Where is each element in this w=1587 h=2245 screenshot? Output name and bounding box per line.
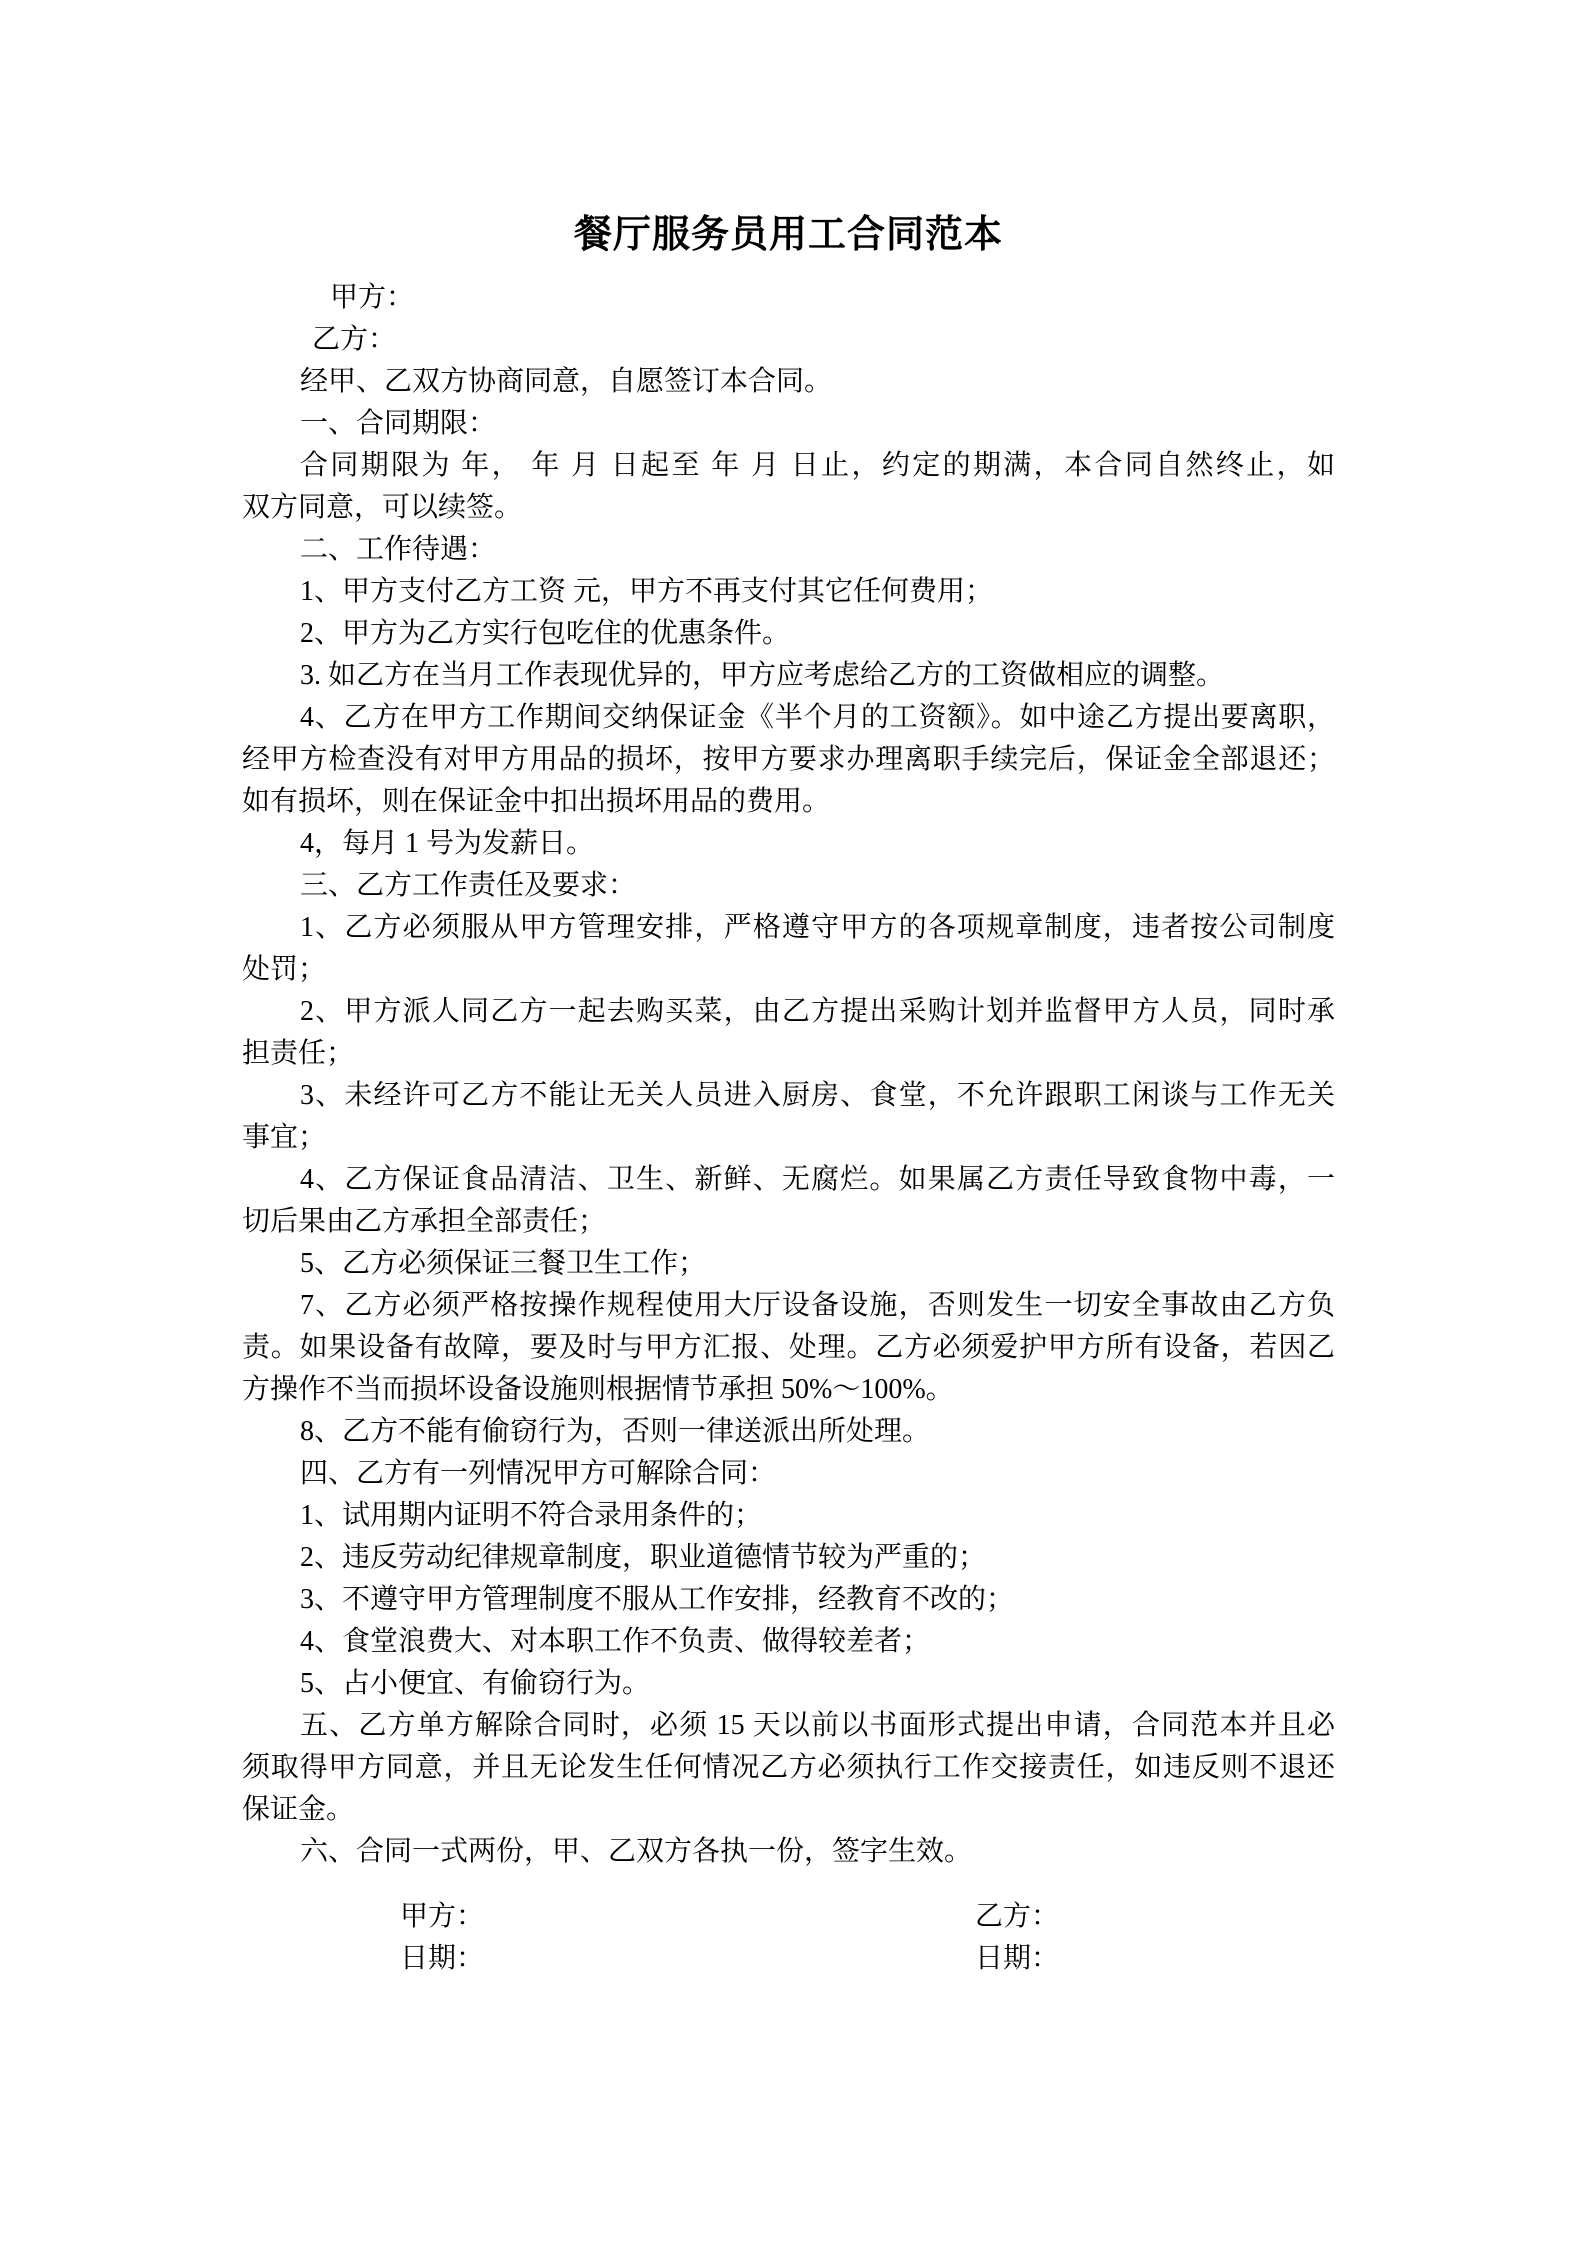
- signature-date-row: [242, 1938, 1335, 1980]
- contract-line: 责。如果设备有故障，要及时与甲方汇报、处理。乙方必须爱护甲方所有设备，若因乙: [242, 1332, 1335, 1363]
- contract-line-party-b: 乙方：: [312, 324, 397, 355]
- contract-line: 保证金。: [242, 1794, 355, 1825]
- contract-line: 如有损坏，则在保证金中扣出损坏用品的费用。: [242, 786, 831, 817]
- document-content: [242, 213, 1335, 1980]
- party-a-signature-label: 甲方：: [400, 1901, 485, 1932]
- contract-line: 五、乙方单方解除合同时，必须 15 天以前以书面形式提出申请，合同范本并且必: [300, 1710, 1335, 1741]
- contract-line: 2、甲方为乙方实行包吃住的优惠条件。: [300, 618, 791, 649]
- contract-section-heading: 二、工作待遇：: [300, 534, 497, 565]
- contract-section-heading: 三、乙方工作责任及要求：: [300, 870, 637, 901]
- contract-section-heading: 一、合同期限：: [300, 408, 497, 439]
- contract-line: 切后果由乙方承担全部责任；: [242, 1206, 607, 1237]
- contract-section-heading: 四、乙方有一列情况甲方可解除合同：: [300, 1458, 777, 1489]
- contract-line: 3、未经许可乙方不能让无关人员进入厨房、食堂，不允许跟职工闲谈与工作无关: [300, 1080, 1335, 1111]
- contract-line: 方操作不当而损坏设备设施则根据情节承担 50%～100%。: [242, 1374, 954, 1405]
- date-b-label: 日期：: [975, 1943, 1060, 1974]
- contract-line: 1、试用期内证明不符合录用条件的；: [300, 1500, 763, 1531]
- contract-line: 3. 如乙方在当月工作表现优异的，甲方应考虑给乙方的工资做相应的调整。: [300, 660, 1225, 691]
- contract-line: 3、不遵守甲方管理制度不服从工作安排，经教育不改的；: [300, 1584, 1015, 1615]
- contract-line: 5、乙方必须保证三餐卫生工作；: [300, 1248, 707, 1279]
- contract-line: 8、乙方不能有偷窃行为，否则一律送派出所处理。: [300, 1416, 931, 1447]
- contract-line: 双方同意，可以续签。: [242, 492, 523, 523]
- contract-line: 1、甲方支付乙方工资 元，甲方不再支付其它任何费用；: [300, 576, 994, 607]
- party-b-signature-label: 乙方：: [975, 1901, 1060, 1932]
- contract-line: 2、甲方派人同乙方一起去购买菜，由乙方提出采购计划并监督甲方人员，同时承: [300, 996, 1335, 1027]
- contract-line: 担责任；: [242, 1038, 355, 1069]
- document-title: 餐厅服务员用工合同范本: [573, 214, 1003, 256]
- contract-line: 5、占小便宜、有偷窃行为。: [300, 1668, 651, 1699]
- signature-block: [242, 1896, 1335, 1980]
- contract-line: 7、乙方必须严格按操作规程使用大厅设备设施，否则发生一切安全事故由乙方负: [300, 1290, 1335, 1321]
- contract-line: 经甲、乙双方协商同意，自愿签订本合同。: [300, 366, 833, 397]
- contract-line: 六、合同一式两份，甲、乙双方各执一份，签字生效。: [300, 1836, 973, 1867]
- contract-line: 4、乙方在甲方工作期间交纳保证金《半个月的工资额》。如中途乙方提出要离职，: [300, 702, 1335, 733]
- contract-line: 2、违反劳动纪律规章制度，职业道德情节较为严重的；: [300, 1542, 987, 1573]
- contract-line: 须取得甲方同意，并且无论发生任何情况乙方必须执行工作交接责任，如违反则不退还: [242, 1752, 1335, 1783]
- contract-line-party-a: 甲方：: [330, 282, 415, 313]
- signature-party-row: [242, 1896, 1335, 1938]
- date-a-label: 日期：: [400, 1943, 485, 1974]
- contract-line: 处罚；: [242, 954, 327, 985]
- contract-line: 事宜；: [242, 1122, 327, 1153]
- contract-line: 4、食堂浪费大、对本职工作不负责、做得较差者；: [300, 1626, 931, 1657]
- contract-line: 4、乙方保证食品清洁、卫生、新鲜、无腐烂。如果属乙方责任导致食物中毒，一: [300, 1164, 1335, 1195]
- contract-line: 经甲方检查没有对甲方用品的损坏，按甲方要求办理离职手续完后，保证金全部退还；: [242, 744, 1335, 775]
- contract-line: 合同期限为 年， 年 月 日起至 年 月 日止，约定的期满，本合同自然终止，如: [300, 450, 1335, 481]
- contract-line: 1、乙方必须服从甲方管理安排，严格遵守甲方的各项规章制度，违者按公司制度: [300, 912, 1335, 943]
- contract-line: 4，每月 1 号为发薪日。: [300, 828, 595, 859]
